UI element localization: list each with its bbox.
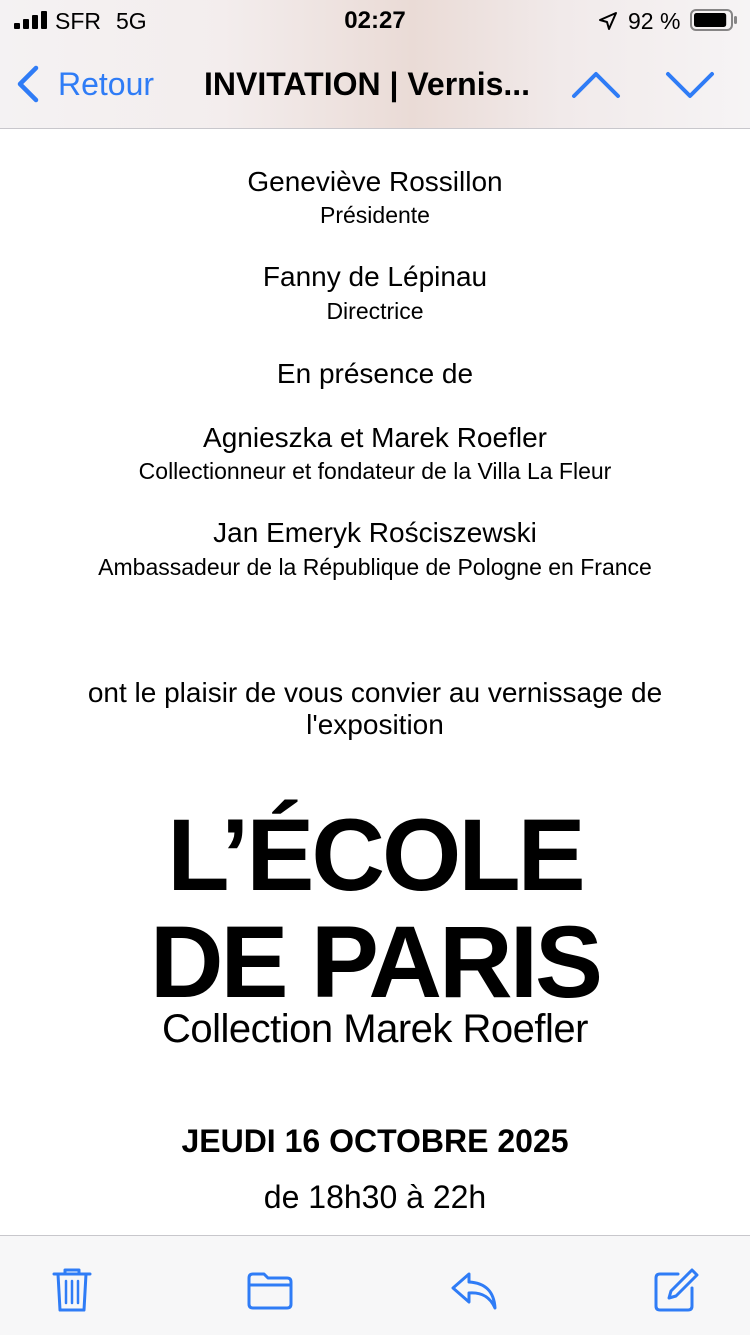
status-time: 02:27 (344, 7, 406, 34)
host-role: Directrice (326, 298, 424, 324)
back-button[interactable] (14, 62, 154, 106)
invitation-intro: ont le plaisir de vous convier au vernissage de l'exposition (87, 677, 663, 740)
host-name: Fanny de Lépinau (262, 261, 488, 292)
message-body (0, 129, 750, 1235)
battery-icon (690, 9, 738, 31)
trash-icon[interactable] (48, 1266, 96, 1314)
message-subject-title: INVITATION | Vernis... (204, 66, 531, 102)
carrier-label: SFR (55, 8, 101, 34)
guest-role: Ambassadeur de la République de Pologne en France (98, 554, 652, 580)
guest-name: Agnieszka et Marek Roefler (203, 422, 547, 453)
event-date: JEUDI 16 OCTOBRE 2025 (181, 1123, 569, 1159)
chevron-left-icon (14, 64, 42, 104)
network-type-label: 5G (116, 8, 147, 34)
battery-fill (694, 13, 726, 27)
chevron-up-icon[interactable] (568, 68, 624, 102)
nav-bar (0, 48, 750, 120)
back-label: Retour (58, 66, 155, 102)
exhibition-title-line2: DE PARIS (149, 905, 601, 1019)
guest-role: Collectionneur et fondateur de la Villa La Fleur (138, 458, 612, 484)
battery-percent: 92 % (628, 8, 681, 34)
exhibition-subtitle: Collection Marek Roefler (162, 1007, 588, 1051)
compose-icon[interactable] (652, 1266, 700, 1314)
reply-icon[interactable] (450, 1266, 498, 1314)
chevron-down-icon[interactable] (662, 68, 718, 102)
folder-icon[interactable] (246, 1266, 294, 1314)
bottom-toolbar (0, 1235, 750, 1335)
guest-name: Jan Emeryk Rościszewski (213, 517, 537, 548)
host-name: Geneviève Rossillon (247, 166, 503, 197)
header (0, 0, 750, 129)
status-bar (0, 0, 750, 40)
exhibition-title-line1: L’ÉCOLE (167, 798, 583, 912)
event-time: de 18h30 à 22h (263, 1179, 487, 1215)
presence-label: En présence de (276, 358, 474, 389)
location-arrow-icon (598, 11, 618, 31)
host-role: Présidente (320, 202, 430, 228)
